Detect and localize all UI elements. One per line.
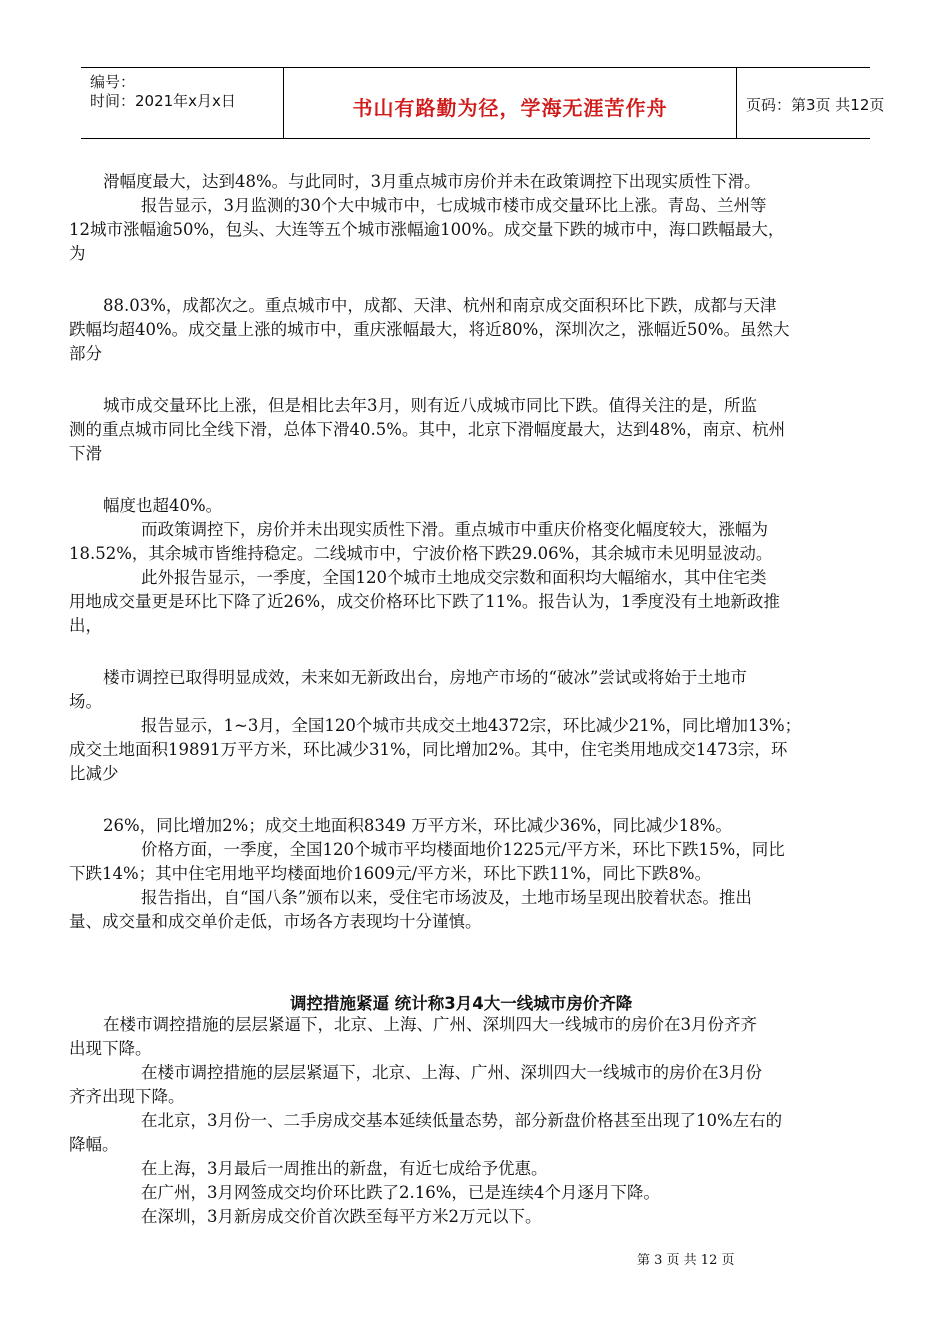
text-line: 为 xyxy=(69,244,86,263)
header-motto: 书山有路勤为径，学海无涯苦作舟 xyxy=(352,96,668,120)
text-line: 滑幅度最大，达到48%。与此同时，3月重点城市房价并未在政策调控下出现实质性下滑。 xyxy=(103,172,761,191)
text-line: 18.52%，其余城市皆维持稳定。二线城市中，宁波价格下跌29.06%，其余城市未见明显波动。 xyxy=(69,544,773,563)
text-line: 在楼市调控措施的层层紧逼下，北京、上海、广州、深圳四大一线城市的房价在3月份齐齐 xyxy=(103,1015,757,1034)
text-line: 降幅。 xyxy=(69,1135,119,1154)
text-line: 齐齐出现下降。 xyxy=(69,1087,185,1106)
text-line: 楼市调控已取得明显成效，未来如无新政出台，房地产市场的“破冰”尝试或将始于土地市 xyxy=(103,668,747,687)
text-line: 下滑 xyxy=(69,444,102,463)
text-line: 测的重点城市同比全线下滑，总体下滑40.5%。其中，北京下滑幅度最大，达到48%，南京、杭州 xyxy=(69,420,786,439)
text-line: 用地成交量更是环比下降了近26%，成交价格环比下跌了11%。报告认为，1季度没有土地新政推 xyxy=(69,592,780,611)
text-line: 12城市涨幅逾50%，包头、大连等五个城市涨幅逾100%。成交量下跌的城市中，海口跌幅最大， xyxy=(69,220,785,239)
text-line: 出， xyxy=(69,616,102,635)
section-title: 调控措施紧逼 统计称3月4大一线城市房价齐降 xyxy=(290,994,633,1013)
text-line: 部分 xyxy=(69,344,102,363)
page-header xyxy=(81,67,885,139)
text-line: 场。 xyxy=(69,692,102,711)
text-line: 在广州，3月网签成交均价环比跌了2.16%，已是连续4个月逐月下降。 xyxy=(141,1183,660,1202)
text-line: 价格方面，一季度，全国120个城市平均楼面地价1225元/平方米，环比下跌15%，同比 xyxy=(141,840,785,859)
text-line: 而政策调控下，房价并未出现实质性下滑。重点城市中重庆价格变化幅度较大，涨幅为 xyxy=(141,520,768,539)
text-line: 成交土地面积19891万平方米，环比减少31%，同比增加2%。其中，住宅类用地成交1473宗，环 xyxy=(69,740,788,759)
text-line: 报告显示，1~3月，全国120个城市共成交土地4372宗，环比减少21%，同比增加13%； xyxy=(141,716,802,735)
text-line: 26%，同比增加2%；成交土地面积8349 万平方米，环比减少36%，同比减少18%。 xyxy=(103,816,732,835)
header-page-info: 页码：第3页 共12页 xyxy=(746,96,885,114)
text-line: 比减少 xyxy=(69,764,119,783)
text-line: 量、成交量和成交单价走低，市场各方表现均十分谨慎。 xyxy=(69,912,482,931)
text-line: 在楼市调控措施的层层紧逼下，北京、上海、广州、深圳四大一线城市的房价在3月份 xyxy=(141,1063,762,1082)
text-line: 城市成交量环比上涨，但是相比去年3月，则有近八成城市同比下跌。值得关注的是，所监 xyxy=(103,396,757,415)
text-line: 此外报告显示，一季度，全国120个城市土地成交宗数和面积均大幅缩水，其中住宅类 xyxy=(141,568,767,587)
text-line: 在北京，3月份一、二手房成交基本延续低量态势，部分新盘价格甚至出现了10%左右的 xyxy=(141,1111,783,1130)
header-center-cell xyxy=(283,68,737,138)
page-footer: 第 3 页 共 12 页 xyxy=(637,1253,735,1268)
document-number-label: 编号： xyxy=(90,73,136,91)
text-line: 在深圳，3月新房成交价首次跌至每平方米2万元以下。 xyxy=(141,1207,542,1226)
text-line: 跌幅均超40%。成交量上涨的城市中，重庆涨幅最大，将近80%，深圳次之，涨幅近50%。虽然大 xyxy=(69,320,790,339)
text-line: 报告显示，3月监测的30个大中城市中，七成城市楼市成交量环比上涨。青岛、兰州等 xyxy=(141,196,767,215)
text-line: 幅度也超40%。 xyxy=(103,496,223,515)
text-line: 出现下降。 xyxy=(69,1039,152,1058)
text-line: 下跌14%；其中住宅用地平均楼面地价1609元/平方米，环比下跌11%，同比下跌8%。 xyxy=(69,864,712,883)
text-line: 报告指出，自“国八条”颁布以来，受住宅市场波及，土地市场呈现出胶着状态。推出 xyxy=(141,888,752,907)
text-line: 在上海，3月最后一周推出的新盘，有近七成给予优惠。 xyxy=(141,1159,548,1178)
header-left-cell xyxy=(81,68,283,138)
document-time-label: 时间：2021年x月x日 xyxy=(90,92,236,110)
header-right-cell xyxy=(736,68,885,138)
text-line: 88.03%，成都次之。重点城市中，成都、天津、杭州和南京成交面积环比下跌，成都与天津 xyxy=(103,296,777,315)
